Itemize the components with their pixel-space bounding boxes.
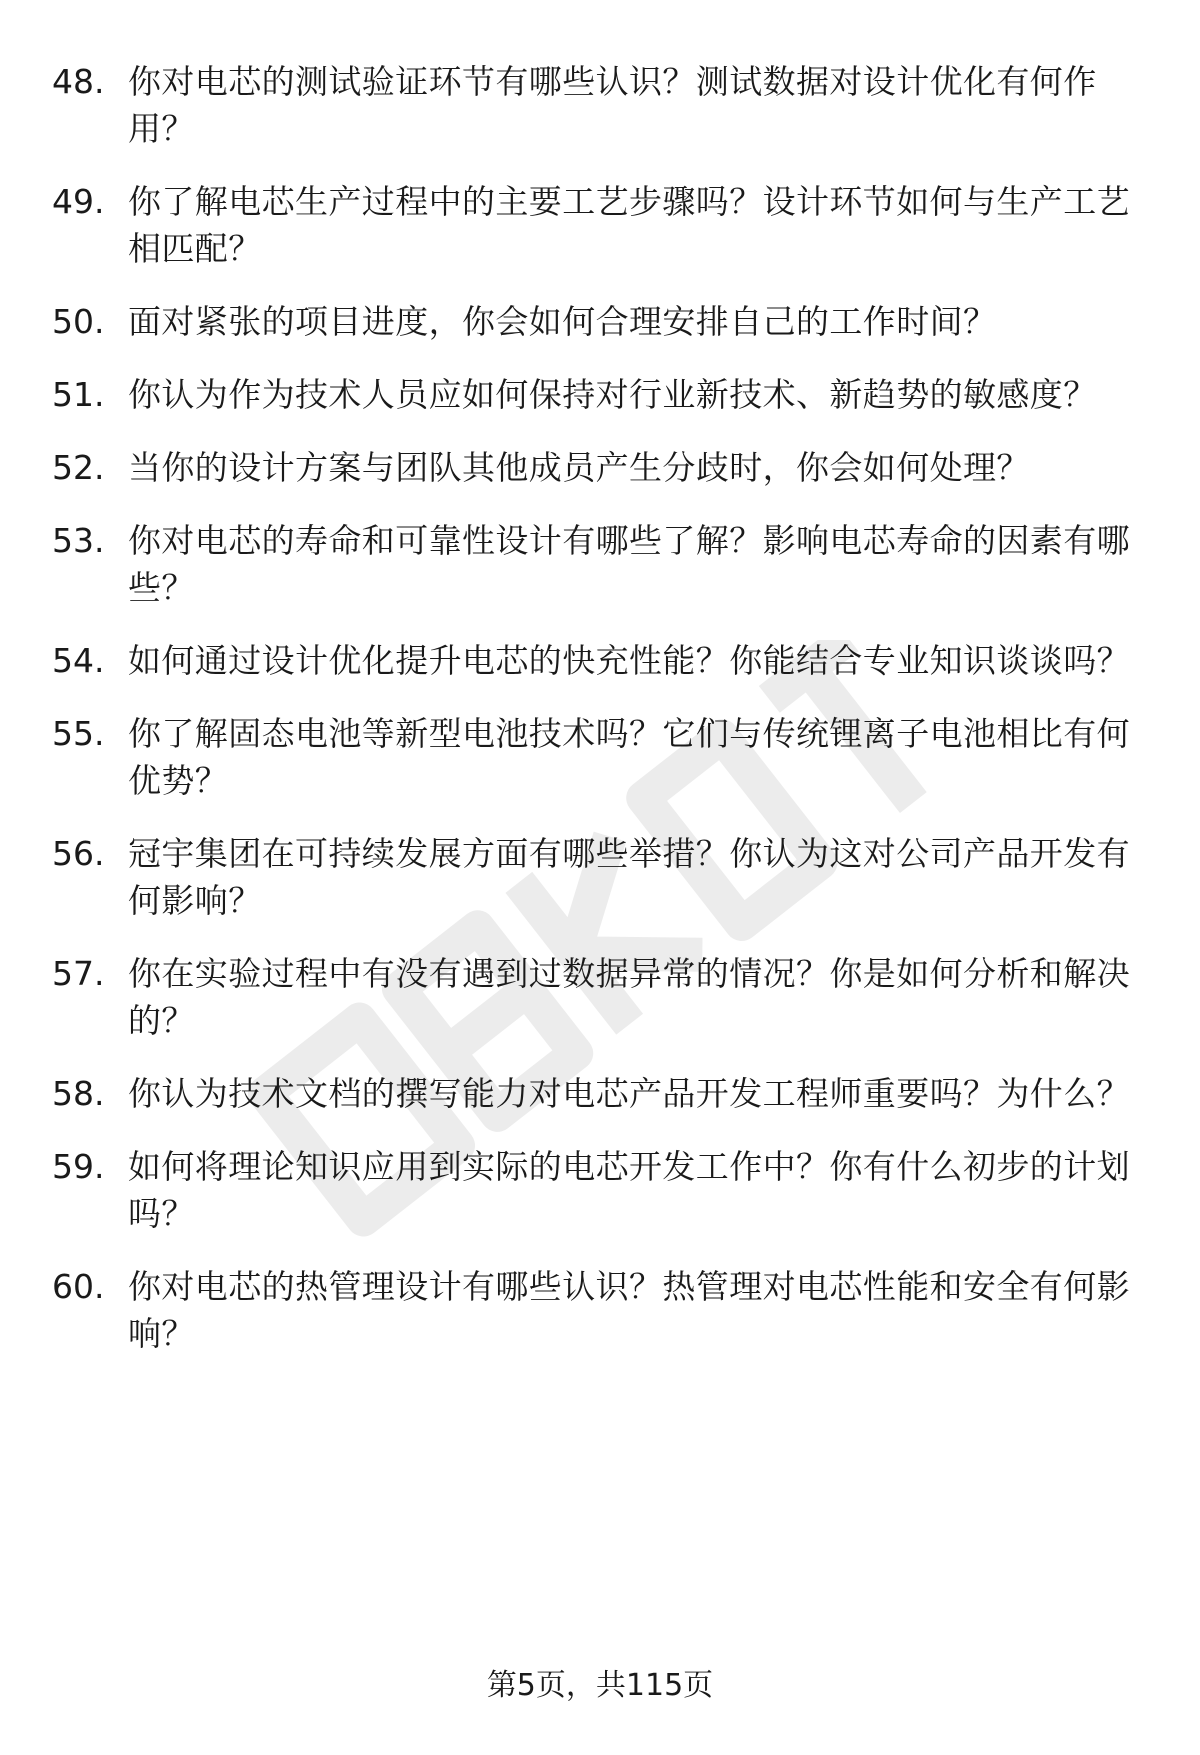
question-text: 你对电芯的热管理设计有哪些认识？热管理对电芯性能和安全有何影响？ [128, 1267, 1130, 1353]
question-text: 你在实验过程中有没有遇到过数据异常的情况？你是如何分析和解决的？ [128, 954, 1130, 1040]
question-number: 49. [52, 182, 105, 221]
question-number: 55. [52, 714, 105, 753]
question-text: 当你的设计方案与团队其他成员产生分歧时，你会如何处理？ [128, 448, 1030, 487]
page-footer [0, 1666, 1200, 1706]
question-item [52, 298, 1152, 345]
question-item [52, 1263, 1152, 1357]
question-item [52, 58, 1152, 152]
question-number: 57. [52, 954, 105, 993]
question-number: 58. [52, 1074, 105, 1113]
question-text: 如何通过设计优化提升电芯的快充性能？你能结合专业知识谈谈吗？ [128, 641, 1130, 680]
question-item [52, 178, 1152, 272]
question-text: 你了解固态电池等新型电池技术吗？它们与传统锂离子电池相比有何优势？ [128, 714, 1130, 800]
question-number: 54. [52, 641, 105, 680]
question-text: 冠宇集团在可持续发展方面有哪些举措？你认为这对公司产品开发有何影响？ [128, 834, 1130, 920]
question-text: 你认为技术文档的撰写能力对电芯产品开发工程师重要吗？为什么？ [128, 1074, 1130, 1113]
question-item [52, 637, 1152, 684]
question-item [52, 371, 1152, 418]
question-text: 你了解电芯生产过程中的主要工艺步骤吗？设计环节如何与生产工艺相匹配？ [128, 182, 1130, 268]
question-text: 如何将理论知识应用到实际的电芯开发工作中？你有什么初步的计划吗？ [128, 1147, 1130, 1233]
question-item [52, 710, 1152, 804]
question-item [52, 830, 1152, 924]
question-number: 53. [52, 521, 105, 560]
question-text: 你对电芯的测试验证环节有哪些认识？测试数据对设计优化有何作用？ [128, 62, 1097, 148]
question-text: 你认为作为技术人员应如何保持对行业新技术、新趋势的敏感度？ [128, 375, 1097, 414]
question-item [52, 1143, 1152, 1237]
question-item [52, 950, 1152, 1044]
question-number: 56. [52, 834, 105, 873]
question-number: 51. [52, 375, 105, 414]
question-list [52, 58, 1152, 1383]
question-number: 52. [52, 448, 105, 487]
question-text: 你对电芯的寿命和可靠性设计有哪些了解？影响电芯寿命的因素有哪些？ [128, 521, 1130, 607]
question-item [52, 1070, 1152, 1117]
question-item [52, 517, 1152, 611]
question-number: 59. [52, 1147, 105, 1186]
page-number-label: 第5页，共115页 [486, 1668, 714, 1703]
question-number: 48. [52, 62, 105, 101]
question-number: 50. [52, 302, 105, 341]
question-number: 60. [52, 1267, 105, 1306]
question-text: 面对紧张的项目进度，你会如何合理安排自己的工作时间？ [128, 302, 997, 341]
question-item [52, 444, 1152, 491]
